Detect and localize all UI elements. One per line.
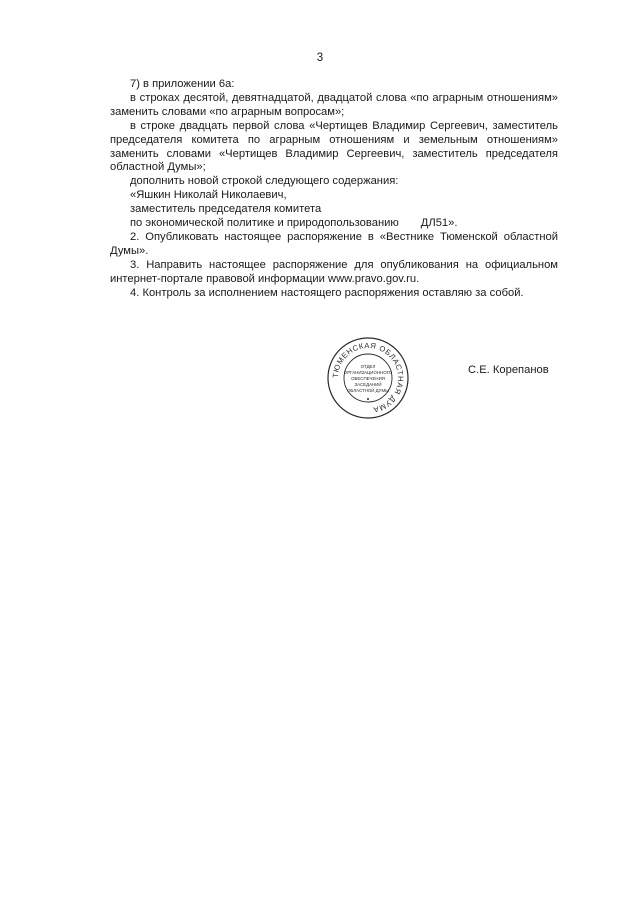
signer-name: С.Е. Корепанов bbox=[468, 364, 549, 376]
paragraph-add-line: дополнить новой строкой следующего содержания: bbox=[130, 175, 399, 188]
quote-line-name: «Яшкин Николай Николаевич, bbox=[130, 189, 287, 202]
stamp-line-3: ОБЕСПЕЧЕНИЯ bbox=[351, 376, 385, 381]
official-stamp bbox=[326, 336, 410, 420]
stamp-line-1: ОТДЕЛ bbox=[360, 364, 376, 369]
stamp-line-5: ОБЛАСТНОЙ ДУМЫ bbox=[346, 388, 390, 393]
quote-code: ДЛ51». bbox=[420, 217, 458, 230]
quote-committee-text: по экономической политике и природопользованию bbox=[130, 217, 399, 230]
item-publish: 2. Опубликовать настоящее распоряжение в «Вестнике Тюменской областной Думы». bbox=[110, 230, 558, 257]
paragraph-row-21: в строке двадцать первой слова «Чертищев Владимир Сергеевич, заместитель председателя комитета по аграрным отношениям и земельным отношениям» заменить словами «Чертищев Владимир Сергеевич, заместитель председателя областной Думы»; bbox=[110, 119, 558, 174]
document-body bbox=[110, 78, 558, 301]
paragraph-rows-10-19-20: в строках десятой, девятнадцатой, двадцатой слова «по аграрным отношениям» заменить словами «по аграрным вопросам»; bbox=[110, 91, 558, 118]
quote-line-committee bbox=[110, 217, 558, 231]
quote-line-position: заместитель председателя комитета bbox=[130, 203, 322, 216]
stamp-line-2: ОРГАНИЗАЦИОННОГО bbox=[343, 370, 393, 375]
item-control: 4. Контроль за исполнением настоящего распоряжения оставляю за собой. bbox=[130, 286, 524, 299]
page-number: 3 bbox=[316, 52, 324, 64]
stamp-ring-text: ТЮМЕНСКАЯ ОБЛАСТНАЯ ДУМА bbox=[330, 340, 406, 415]
paragraph-appendix: 7) в приложении 6а: bbox=[130, 78, 235, 90]
item-send-portal: 3. Направить настоящее распоряжение для опубликования на официальном интернет-портале правовой информации www.pravo.gov.ru. bbox=[110, 258, 558, 285]
stamp-seal-icon bbox=[326, 336, 410, 420]
stamp-line-4: ЗАСЕДАНИЙ bbox=[354, 382, 382, 387]
